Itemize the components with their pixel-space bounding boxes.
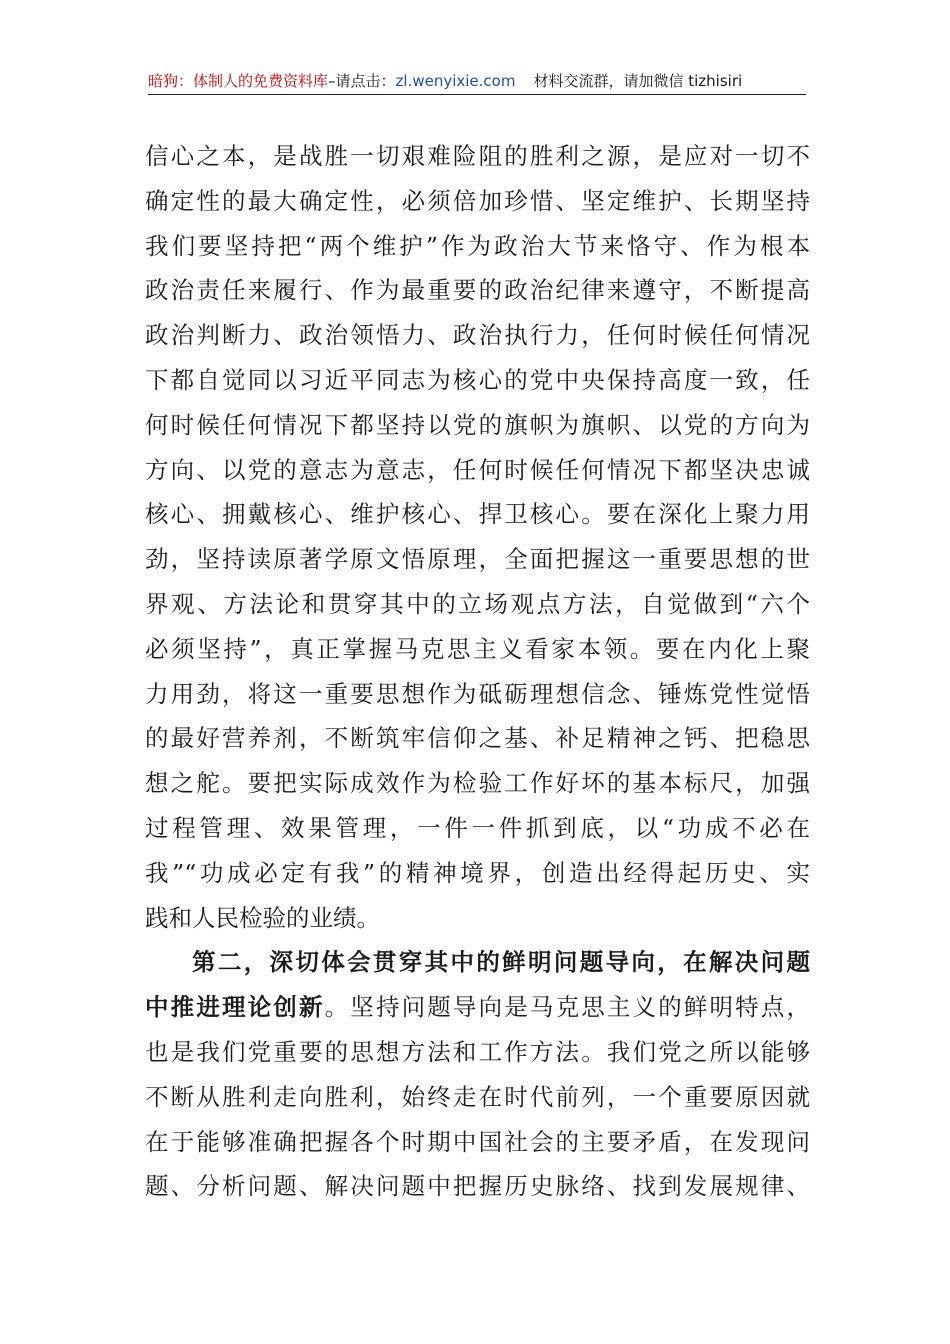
text-line: 题、分析问题、解决问题中把握历史脉络、找到发展规律、: [145, 1172, 810, 1201]
paragraph-heading-line: 第二，深切体会贯穿其中的鲜明问题导向，在解决问题: [192, 948, 810, 977]
text-line: 必须坚持”，真正掌握马克思主义看家本领。要在内化上聚: [145, 634, 810, 663]
header-click-label: –请点击：: [328, 72, 396, 90]
text-line: 政治判断力、政治领悟力、政治执行力，任何时候任何情况: [145, 321, 810, 350]
text-line: 不断从胜利走向胜利，始终走在时代前列，一个重要原因就: [145, 1082, 810, 1111]
text-line: 我们要坚持把“两个维护”作为政治大节来恪守、作为根本: [145, 231, 810, 260]
text-line: 的最好营养剂，不断筑牢信仰之基、补足精神之钙、把稳思: [145, 724, 810, 753]
document-body: [145, 134, 810, 1209]
text-line: 方向、以党的意志为意志，任何时候任何情况下都坚决忠诚: [145, 455, 810, 484]
text-line: 下都自觉同以习近平同志为核心的党中央保持高度一致，任: [145, 365, 810, 394]
text-line: 在于能够准确把握各个时期中国社会的主要矛盾，在发现问: [145, 1127, 810, 1156]
text-line: 也是我们党重要的思想方法和工作方法。我们党之所以能够: [145, 1037, 810, 1066]
paragraph-1: [145, 134, 810, 940]
header-group-info: 材料交流群，请加微信 tizhisiri: [533, 72, 743, 90]
text-line: 确定性的最大确定性，必须倍加珍惜、坚定维护、长期坚持: [145, 186, 810, 215]
text-line: 力用劲，将这一重要思想作为砥砺理想信念、锤炼党性觉悟: [145, 679, 810, 708]
paragraph-heading-tail: 中推进理论创新: [145, 993, 325, 1022]
page-header: [148, 70, 806, 95]
text-line: [145, 985, 810, 1030]
text-line: 我”“功成必定有我”的精神境界，创造出经得起历史、实: [145, 858, 810, 887]
text-line: 界观、方法论和贯穿其中的立场观点方法，自觉做到“六个: [145, 589, 810, 618]
text-line: 信心之本，是战胜一切艰难险阻的胜利之源，是应对一切不: [145, 142, 810, 170]
text-segment: 。坚持问题导向是马克思主义的鲜明特点，: [324, 993, 810, 1022]
paragraph-2: [145, 940, 810, 1209]
text-line: 何时候任何情况下都坚持以党的旗帜为旗帜、以党的方向为: [145, 410, 810, 439]
text-line: 过程管理、效果管理，一件一件抓到底，以“功成不必在: [145, 813, 810, 842]
text-line: 政治责任来履行、作为最重要的政治纪律来遵守，不断提高: [145, 276, 810, 305]
text-line: 劲，坚持读原著学原文悟原理，全面把握这一重要思想的世: [145, 545, 810, 574]
header-brand: 暗狗：体制人的免费资料库: [148, 72, 329, 90]
text-line: 核心、拥戴核心、维护核心、捍卫核心。要在深化上聚力用: [145, 500, 810, 529]
header-url-link[interactable]: zl.wenyixie.com: [395, 72, 516, 90]
text-line: 想之舵。要把实际成效作为检验工作好坏的基本标尺，加强: [145, 769, 810, 798]
text-line: 践和人民检验的业绩。: [145, 903, 380, 932]
